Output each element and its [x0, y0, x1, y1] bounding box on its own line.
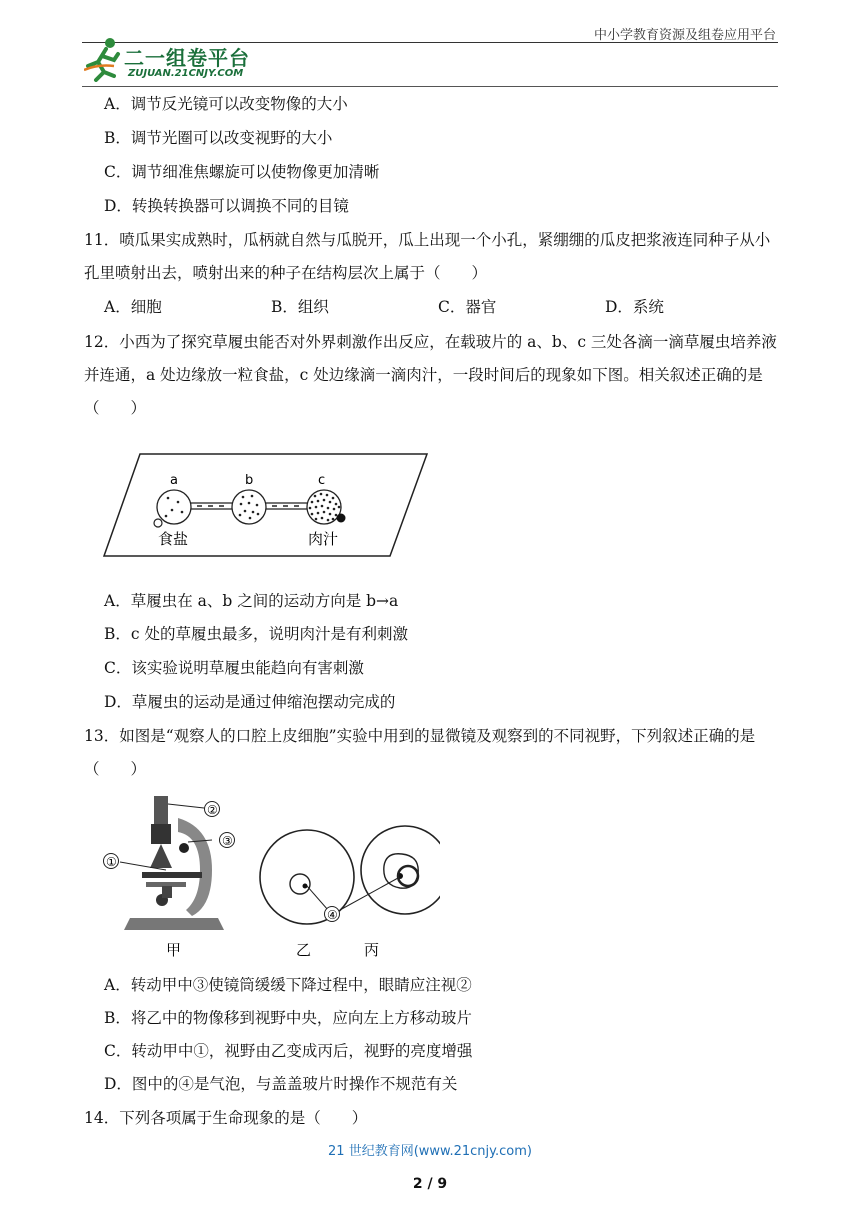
q12-option-d: D．草履虫的运动是通过伸缩泡摆动完成的 [104, 693, 396, 711]
label-c: c [318, 473, 326, 488]
q10-option-c: C．调节细准焦螺旋可以使物像更加清晰 [104, 163, 380, 181]
logo-subtext: ZUJUAN.21CNJY.COM [128, 68, 244, 79]
q12-option-a: A．草履虫在 a、b 之间的运动方向是 b→a [104, 592, 399, 610]
q12-option-c: C．该实验说明草履虫能趋向有害刺激 [104, 659, 364, 677]
label-a: a [170, 473, 178, 488]
label-b: b [245, 473, 254, 488]
q12-stem-line1: 12．小西为了探究草履虫能否对外界刺激作出反应，在载玻片的 a、b、c 三处各滴一滴草履虫培养液 [84, 333, 777, 351]
num-2: ② [207, 803, 218, 817]
drop-a [157, 490, 191, 524]
label-juice: 肉汁 [308, 530, 339, 548]
salt-grain [154, 519, 162, 527]
num-3: ③ [222, 834, 233, 848]
q11-option-d: D．系统 [605, 298, 664, 316]
num-4: ④ [327, 908, 338, 922]
q10-option-b: B．调节光圈可以改变视野的大小 [104, 129, 333, 147]
q10-option-d: D．转换转换器可以调换不同的目镜 [104, 197, 349, 215]
header-divider-lower [82, 86, 778, 87]
label-salt: 食盐 [158, 530, 189, 548]
logo-text: 二一组卷平台 [124, 46, 250, 70]
num-1: ① [106, 855, 117, 869]
q14-stem-line1: 14．下列各项属于生命现象的是（ ） [84, 1109, 368, 1127]
q11-option-c: C．器官 [438, 298, 497, 316]
q13-option-c: C．转动甲中①，视野由乙变成丙后，视野的亮度增强 [104, 1042, 473, 1060]
q11-stem-line2: 孔里喷射出去，喷射出来的种子在结构层次上属于（ ） [84, 264, 488, 282]
platform-name: 中小学教育资源及组卷应用平台 [593, 28, 776, 43]
label-jia: 甲 [166, 941, 182, 959]
drop-c [307, 490, 341, 524]
logo [84, 36, 284, 86]
meat-juice-drop [337, 514, 346, 523]
q12-option-b: B．c 处的草履虫最多，说明肉汁是有利刺激 [104, 625, 408, 643]
q11-option-a: A．细胞 [104, 298, 162, 316]
slide-figure [100, 446, 430, 564]
q11-stem-line1: 11．喷瓜果实成熟时，瓜柄就自然与瓜脱开，瓜上出现一个小孔，紧绷绷的瓜皮把浆液连同种子从小 [84, 231, 771, 249]
runner-logo-icon [84, 36, 124, 82]
q13-option-d: D．图中的④是气泡，与盖盖玻片时操作不规范有关 [104, 1075, 458, 1093]
q13-option-a: A．转动甲中③使镜筒缓缓下降过程中，眼睛应注视② [104, 976, 472, 994]
microscope-figure [100, 790, 440, 960]
drop-b [232, 490, 266, 524]
q12-stem-line3: （ ） [84, 399, 147, 417]
q10-option-a: A．调节反光镜可以改变物像的大小 [104, 95, 348, 113]
footer-link[interactable]: 21 世纪教育网(www.21cnjy.com) [328, 1144, 532, 1159]
q13-stem-line2: （ ） [84, 760, 147, 778]
page-number: 2 / 9 [412, 1176, 448, 1192]
q13-stem-line1: 13．如图是“观察人的口腔上皮细胞”实验中用到的显微镜及观察到的不同视野，下列叙述正确的是 [84, 727, 756, 745]
label-yi: 乙 [296, 941, 312, 959]
q13-option-b: B．将乙中的物像移到视野中央，应向左上方移动玻片 [104, 1009, 472, 1027]
q12-stem-line2: 并连通，a 处边缘放一粒食盐，c 处边缘滴一滴肉汁，一段时间后的现象如下图。相关叙述正确的是 [84, 366, 763, 384]
label-bing: 丙 [364, 941, 380, 959]
q11-option-b: B．组织 [271, 298, 329, 316]
